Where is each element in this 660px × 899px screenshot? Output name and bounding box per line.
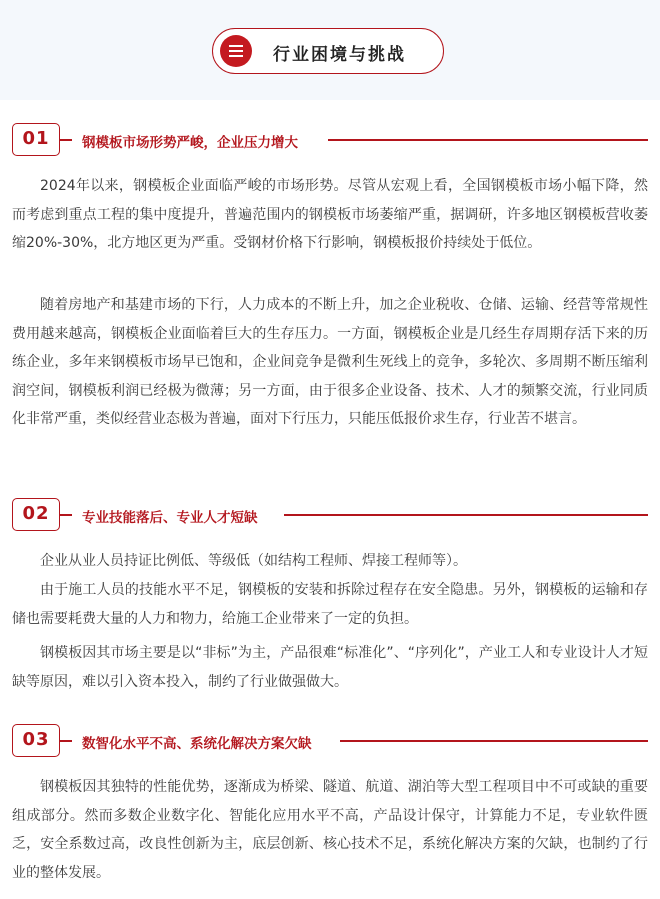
- section-number: 03: [12, 724, 60, 757]
- paragraph: 随着房地产和基建市场的下行，人力成本的不断上升，加之企业税收、仓储、运输、经营等常规性费用越来越高，钢模板企业面临着巨大的生存压力。一方面，钢模板企业是几经生存周期存活下来的历练企业，多年来钢模板市场早已饱和，企业间竞争是微利生死线上的竞争，多轮次、多周期不断压缩利润空间，钢模板利润已经极为微薄；另一方面，由于很多企业设备、技术、人才的频繁交流，行业同质化非常严重，类似经营业态极为普遍，面对下行压力，只能压低报价求生存，行业苦不堪言。: [12, 297, 648, 428]
- section-header-03: [12, 724, 648, 758]
- header-rule: [340, 740, 648, 742]
- paragraph: 钢模板因其市场主要是以“非标”为主，产品很难“标准化”、“序列化”，产业工人和专业设计人才短缺等原因，难以引入资本投入，制约了行业做强做大。: [12, 645, 648, 690]
- paragraph: 由于施工人员的技能水平不足，钢模板的安装和拆除过程存在安全隐患。另外，钢模板的运输和存储也需要耗费大量的人力和物力，给施工企业带来了一定的负担。: [12, 582, 648, 627]
- paragraph: 2024年以来，钢模板企业面临严峻的市场形势。尽管从宏观上看，全国钢模板市场小幅下降，然而考虑到重点工程的集中度提升，普遍范围内的钢模板市场萎缩严重，据调研，许多地区钢模板营收萎缩20%-30%，北方地区更为严重。受钢材价格下行影响，钢模板报价持续处于低位。: [12, 178, 648, 252]
- section-header-01: [12, 123, 648, 157]
- page-title: 行业困境与挑战: [273, 45, 406, 65]
- header-dash: [60, 139, 72, 141]
- menu-icon: [220, 35, 252, 67]
- section-header-02: [12, 498, 648, 532]
- section-title: 数智化水平不高、系统化解决方案欠缺: [82, 732, 320, 752]
- header-rule: [328, 139, 648, 141]
- paragraph: 企业从业人员持证比例低、等级低（如结构工程师、焊接工程师等）。: [40, 553, 467, 569]
- header-dash: [60, 514, 72, 516]
- section-number: 01: [12, 123, 60, 156]
- header-dash: [60, 740, 72, 742]
- section-title: 专业技能落后、专业人才短缺: [82, 506, 266, 526]
- header-rule: [284, 514, 648, 516]
- section-title: 钢模板市场形势严峻，企业压力增大: [82, 131, 306, 151]
- section-number: 02: [12, 498, 60, 531]
- page-title-banner: [212, 28, 444, 74]
- paragraph: 钢模板因其独特的性能优势，逐渐成为桥梁、隧道、航道、湖泊等大型工程项目中不可或缺的重要组成部分。然而多数企业数字化、智能化应用水平不高，产品设计保守，计算能力不足，专业软件匮乏，安全系数过高，改良性创新为主，底层创新、核心技术不足，系统化解决方案的欠缺，也制约了行业的整体发展。: [12, 779, 648, 881]
